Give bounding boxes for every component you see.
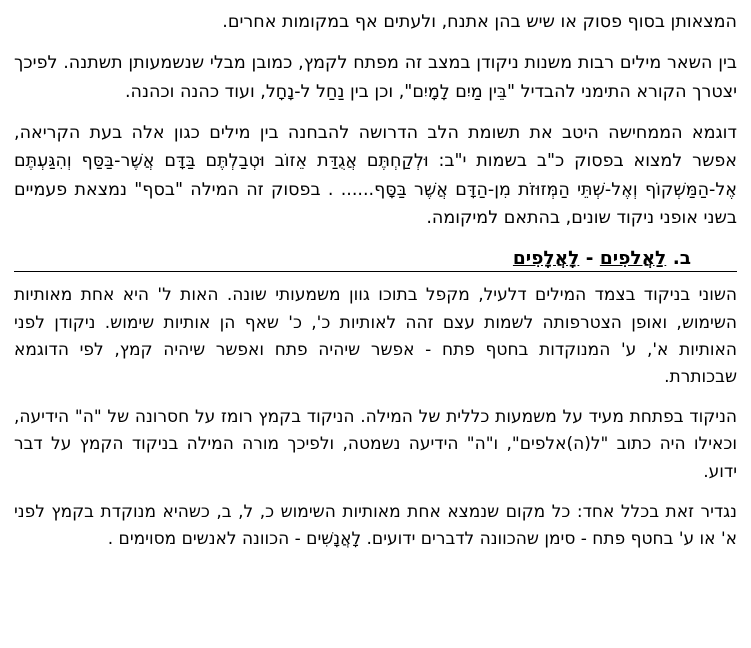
paragraph: בין השאר מילים רבות משנות ניקודן במצב זה מפתח לקמץ, כמובן מבלי שנשמעותן תשתנה. לפיכך יצטרך הקורא התימני להבדיל "בֵּין מַיִם לָמָיִם", וכן בין נַחַל ל-נָחָל, ועוד כהנה וכהנה. [14,53,737,102]
paragraph: הניקוד בפתחת מעיד על משמעות כללית של המילה. הניקוד בקמץ רומז על חסרונה של "ה" הידיעה, וכאילו היה כתוב "ל(ה)אלפים", ו"ה" הידיעה נשמטה, ולפיכך מורה המילה בניקוד הקמץ על דבר ידוע. [14,407,737,482]
paragraph: דוגמא הממחישה היטב את תשומת הלב הדרושה להבחנה בין מילים כגון אלה בעת הקריאה, אפשר למצוא בפסוק כ"ב בשמות י"ב: וּלְקַחְתֶּם אֲגֻדַּת אֵזוֹב וּטְבַלְתֶּם בַּדָּם אֲשֶׁר-בַּסַּף וְהִגַּעְתֶּם אֶל-הַמַּשְׁקוֹף וְאֶל-שְׁתֵּי הַמְּזוּזֹת מִן-הַדָּם אֲשֶׁר בַּסָּף...... . בפסוק זה המילה "בסף" נמצאת פעמיים בשני אופני ניקוד שונים, בהתאם למיקומה. [14,123,737,229]
heading-separator: - [585,248,594,270]
paragraph: נגדיר זאת בכלל אחד: כל מקום שנמצא אחת מאותיות השימוש כ, ל, ב, כשהיא מנוקדת בקמץ לפני א' או ע' בחטף פתח - סימן שהכוונה לדברים ידועים. לָאֲנָשִׁים - הכוונה לאנשים מסוימים . [14,501,737,549]
heading-text-part2: לָאֲלָפִים [512,248,580,270]
section-one [14,8,737,232]
heading-marker: ב. [672,248,691,270]
section-two [14,282,737,553]
heading-text-part1: לַאֲלפִים [599,248,667,270]
section-heading [14,248,737,269]
paragraph: המצאותן בסוף פסוק או שיש בהן אתנח, ולעתים אף במקומות אחרים. [222,12,737,32]
horizontal-divider [14,271,737,272]
paragraph: השוני בניקוד בצמד המילים דלעיל, מקפל בתוכו גוון משמעותי שונה. האות ל' היא אחת מאותיות השימוש, ואופן הצטרפותה לשמות עצם זהה לאותיות כ', כ' שאף הן אותיות שימוש. ניקודן לפני האותיות א', ע' המנוקדות בחטף פתח - אפשר שיהיה פתח ואפשר שיהיה קמץ, לפי הדוגמא שבכותרת. [14,285,737,387]
